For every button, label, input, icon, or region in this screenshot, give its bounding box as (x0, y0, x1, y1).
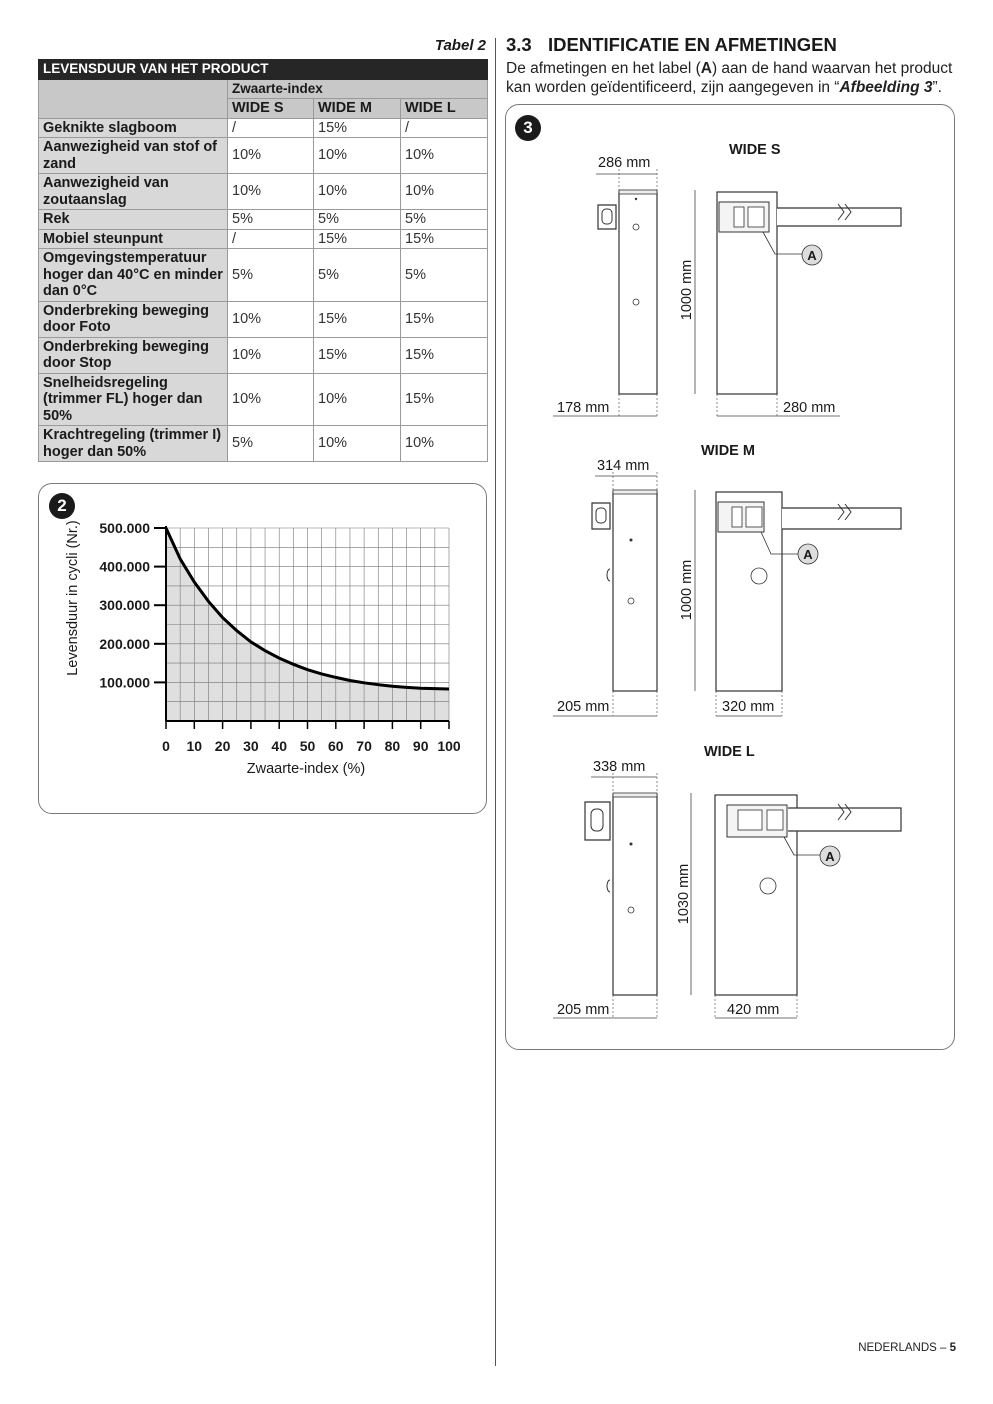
column-header: WIDE M (314, 99, 401, 119)
table-row (39, 301, 488, 337)
model-name: WIDE L (704, 744, 755, 760)
cell-value: / (228, 118, 314, 138)
y-axis-label: Levensduur in cycli (Nr.) (65, 520, 81, 676)
dimension-top-width: 314 mm (597, 458, 650, 474)
body-text: De afmetingen en het label ( (506, 60, 701, 77)
cell-value: 15% (401, 373, 488, 426)
cell-value: 10% (401, 426, 488, 462)
row-label: Krachtregeling (trimmer I) hoger dan 50% (39, 426, 228, 462)
cell-value: 5% (228, 426, 314, 462)
cell-value: 10% (228, 301, 314, 337)
cell-value: 10% (314, 373, 401, 426)
x-tick-label: 70 (356, 738, 372, 754)
row-label: Omgevingstemperatuur hoger dan 40°C en minder dan 0°C (39, 249, 228, 302)
x-tick-label: 10 (186, 738, 203, 754)
dimension-left-depth: 205 mm (557, 1002, 610, 1018)
row-label: Mobiel steunpunt (39, 229, 228, 249)
cell-value: 5% (228, 210, 314, 230)
dimension-drawings (505, 104, 953, 1048)
y-tick-label: 200.000 (99, 635, 150, 652)
side-view-cabinet (613, 492, 657, 691)
side-view-cabinet (613, 795, 657, 995)
cell-value: 5% (314, 210, 401, 230)
cell-value: 10% (228, 337, 314, 373)
x-tick-labels (162, 721, 461, 754)
row-label: Onderbreking beweging door Foto (39, 301, 228, 337)
boom-arm (788, 808, 901, 831)
x-tick-label: 90 (412, 738, 429, 754)
cell-value: 10% (228, 373, 314, 426)
x-tick-label: 60 (328, 738, 344, 754)
page-number: 5 (949, 1342, 956, 1354)
dimension-front-width: 420 mm (727, 1002, 780, 1018)
cell-value: 15% (314, 229, 401, 249)
cell-value: 5% (401, 249, 488, 302)
row-label: Onderbreking beweging door Stop (39, 337, 228, 373)
y-tick-labels (99, 520, 166, 690)
column-header: WIDE S (228, 99, 314, 119)
label-a: A (803, 547, 813, 562)
table-row (39, 337, 488, 373)
dimension-height: 1030 mm (676, 863, 692, 925)
cell-value: 10% (228, 138, 314, 174)
cell-value: 10% (314, 138, 401, 174)
life-cycle-chart (38, 483, 485, 812)
footer-language: NEDERLANDS – (858, 1342, 947, 1354)
side-view-cabinet (619, 192, 657, 394)
x-tick-label: 80 (384, 738, 401, 754)
body-text: ”. (932, 79, 942, 96)
model-name: WIDE S (729, 142, 781, 158)
dimension-front-width: 320 mm (722, 699, 775, 715)
cell-value: 10% (401, 138, 488, 174)
cell-value: 5% (314, 249, 401, 302)
figure-3-badge: 3 (515, 115, 541, 141)
cell-value: 10% (314, 174, 401, 210)
x-tick-label: 50 (299, 738, 316, 754)
y-tick-label: 400.000 (99, 558, 150, 575)
cell-value: 15% (314, 337, 401, 373)
cell-value: / (401, 118, 488, 138)
cell-value: 10% (228, 174, 314, 210)
y-tick-label: 500.000 (99, 520, 150, 536)
row-label: Aanwezigheid van zoutaanslag (39, 174, 228, 210)
table-caption: Tabel 2 (434, 37, 486, 54)
drawing-wide-l (553, 744, 901, 1018)
drawing-wide-s (553, 142, 901, 416)
x-axis-label: Zwaarte-index (%) (246, 761, 366, 777)
y-tick-label: 300.000 (99, 597, 150, 614)
row-label: Geknikte slagboom (39, 118, 228, 138)
section-body (506, 59, 958, 97)
column-header: WIDE L (401, 99, 488, 119)
group-header: Zwaarte-index (228, 79, 488, 99)
table-row (39, 249, 488, 302)
boom-arm (777, 208, 901, 226)
x-tick-label: 30 (243, 738, 259, 754)
figure-reference: Afbeelding 3 (839, 79, 933, 96)
boom-arm (782, 508, 901, 529)
table-row (39, 174, 488, 210)
x-tick-label: 40 (271, 738, 287, 754)
label-a: A (825, 849, 835, 864)
cell-value: 5% (228, 249, 314, 302)
dimension-height: 1000 mm (679, 559, 695, 621)
body-bold-label: A (700, 60, 712, 77)
dimension-left-depth: 205 mm (557, 699, 610, 715)
cell-value: 10% (401, 174, 488, 210)
body-text: ) aan de hand waarvan het product kan worden geïdentificeerd, zijn aangegeven in “ (506, 60, 953, 96)
table-row (39, 118, 488, 138)
row-label: Rek (39, 210, 228, 230)
table-row (39, 210, 488, 230)
table-row (39, 229, 488, 249)
drawing-wide-m (553, 443, 901, 716)
cell-value: 15% (401, 337, 488, 373)
x-tick-label: 0 (162, 738, 170, 754)
table-row (39, 426, 488, 462)
dimension-top-width: 286 mm (598, 155, 651, 171)
table-corner (39, 79, 228, 118)
x-tick-label: 20 (214, 738, 231, 754)
y-tick-label: 100.000 (99, 674, 150, 691)
product-life-table (38, 59, 488, 462)
dimension-top-width: 338 mm (593, 759, 646, 775)
cell-value: / (228, 229, 314, 249)
chart-gridlines (166, 528, 449, 721)
table-row (39, 138, 488, 174)
dimension-left-depth: 178 mm (557, 400, 610, 416)
figure-2-badge: 2 (49, 493, 75, 519)
cell-value: 15% (314, 118, 401, 138)
table-row (39, 373, 488, 426)
section-title: IDENTIFICATIE EN AFMETINGEN (548, 34, 837, 55)
model-name: WIDE M (701, 443, 755, 459)
table-title: LEVENSDUUR VAN HET PRODUCT (39, 60, 488, 80)
page-footer (700, 1342, 956, 1354)
cell-value: 15% (314, 301, 401, 337)
cell-value: 5% (401, 210, 488, 230)
x-tick-label: 100 (437, 738, 461, 754)
row-label: Aanwezigheid van stof of zand (39, 138, 228, 174)
row-label: Snelheidsregeling (trimmer FL) hoger dan 50% (39, 373, 228, 426)
cell-value: 15% (401, 229, 488, 249)
dimension-front-width: 280 mm (783, 400, 836, 416)
section-number: 3.3 (506, 34, 532, 55)
label-a: A (807, 248, 817, 263)
cell-value: 15% (401, 301, 488, 337)
column-divider (495, 38, 496, 1366)
dimension-height: 1000 mm (679, 259, 695, 321)
cell-value: 10% (314, 426, 401, 462)
